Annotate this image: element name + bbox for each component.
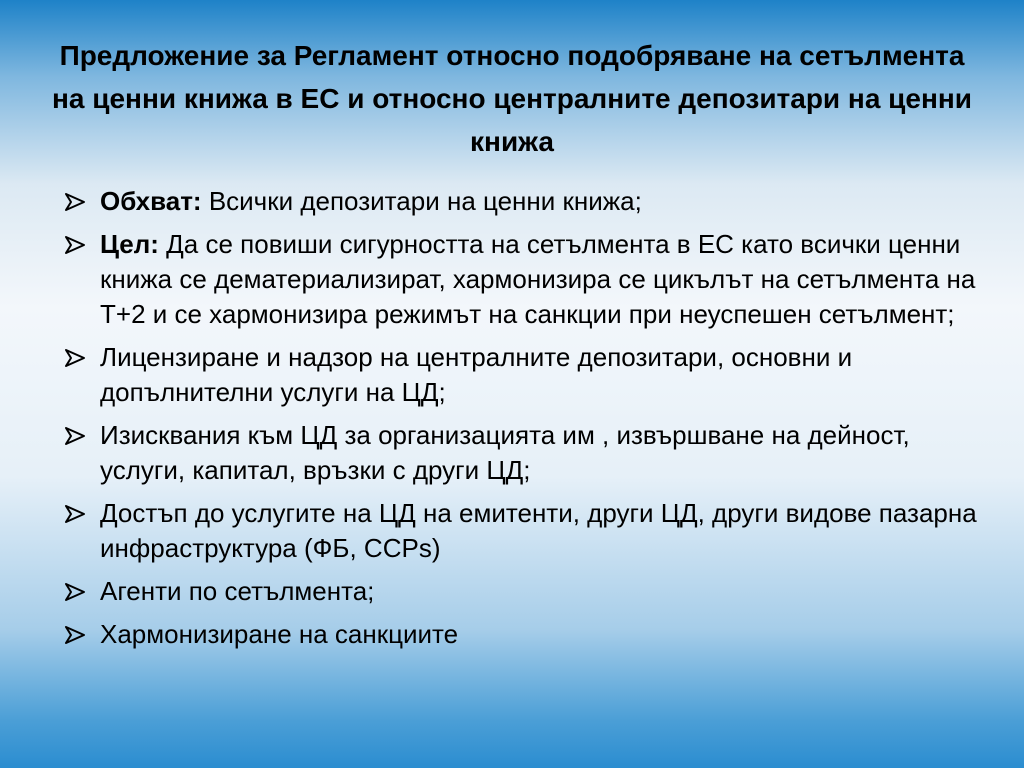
- bullet-text: Да се повиши сигурността на сетълмента в ЕС като всички ценни книжа се дематериализират, хармонизира се цикълът на сетълмента на Т+2 и се хармонизира режимът на санкции при неуспешен сетълмент;: [100, 229, 976, 329]
- bullet-label: Цел:: [100, 229, 159, 259]
- bullet-text: Хармонизиране на санкциите: [100, 619, 459, 649]
- bullet-item: [62, 227, 982, 332]
- bullet-text: Изисквания към ЦД за организацията им , извършване на дейност, услуги, капитал, връзки с други ЦД;: [100, 420, 910, 485]
- bullet-item: [62, 184, 982, 219]
- bullet-item: [62, 496, 982, 566]
- arrow-bullet-icon: [64, 340, 92, 375]
- arrow-bullet-icon: [64, 418, 92, 453]
- bullet-item: [62, 617, 982, 652]
- slide-title: Предложение за Регламент относно подобряване на сетълмента на ценни книжа в ЕС и относно централните депозитари на ценни книжа: [52, 40, 972, 157]
- bullet-item: [62, 340, 982, 410]
- bullet-list: [62, 184, 982, 660]
- arrow-bullet-icon: [64, 184, 92, 219]
- arrow-bullet-icon: [64, 574, 92, 609]
- arrow-bullet-icon: [64, 496, 92, 531]
- bullet-item: [62, 418, 982, 488]
- bullet-label: Обхват:: [100, 186, 202, 216]
- arrow-bullet-icon: [64, 617, 92, 652]
- bullet-item: [62, 574, 982, 609]
- bullet-text: Агенти по сетълмента;: [100, 576, 375, 606]
- bullet-text: Всички депозитари на ценни книжа;: [201, 186, 642, 216]
- bullet-text: Лицензиране и надзор на централните депозитари, основни и допълнителни услуги на ЦД;: [100, 342, 853, 407]
- arrow-bullet-icon: [64, 227, 92, 262]
- bullet-text: Достъп до услугите на ЦД на емитенти, други ЦД, други видове пазарна инфраструктура (ФБ, CCPs): [100, 498, 977, 563]
